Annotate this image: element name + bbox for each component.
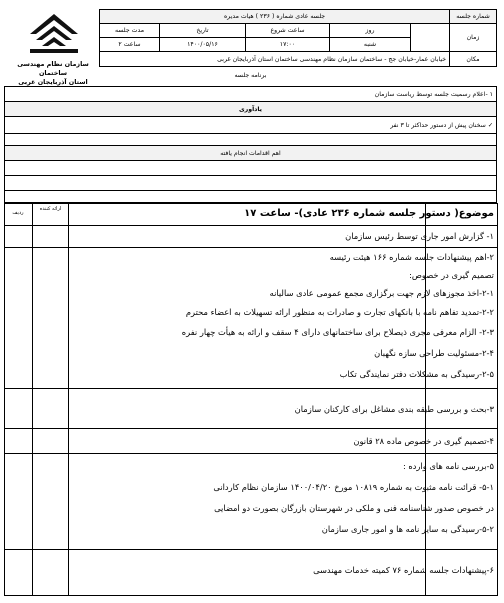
agenda-item-5-2: ۵-۲-رسیدگی به سایر نامه ها و امور جاری سازمان — [321, 524, 494, 534]
reminders-title: یادآوری — [5, 102, 497, 117]
location-label: مکان — [450, 52, 497, 67]
start-time-label: ساعت شروع — [246, 24, 330, 38]
col-row-header: ردیف — [12, 210, 24, 216]
agenda-item-4: ۴-تصمیم گیری در خصوص ماده ۲۸ قانون — [353, 436, 494, 446]
agenda-item-5: ۵-بررسی نامه های وارده : — [402, 461, 494, 471]
day-label: روز — [330, 24, 411, 38]
agenda-item-2-1: ۲-۱-اخذ مجوزهای لازم جهت برگزاری مجمع عمومی عادی سالیانه — [269, 288, 494, 298]
time-label: زمان — [450, 24, 497, 52]
meeting-title: جلسه عادی شماره ( ۲۳۶ ) هیات مدیره — [100, 10, 450, 24]
actions-title: اهم اقدامات انجام یافته — [5, 146, 497, 161]
opening-item: ۱ -اعلام رسمیت جلسه توسط ریاست سازمان — [5, 87, 497, 102]
meeting-number-label: شماره جلسه — [450, 10, 497, 24]
org-logo — [28, 12, 80, 56]
reminder-text: سخنان پیش از دستور حداکثر تا ۳ نفر — [390, 121, 486, 129]
agenda-item-2-sub-title: تصمیم گیری در خصوص: — [409, 270, 494, 280]
org-name-line2: استان آذربایجان غربی — [18, 78, 88, 86]
agenda-item-2-2: ۲-۲-تمدید تفاهم نامه با بانکهای تجارت و صادرات به منظور ارائه تسهیلات به اعضاء محترم — [185, 307, 494, 317]
logo-icon — [28, 12, 80, 56]
time-spacer — [411, 24, 450, 52]
actions-row-2 — [5, 176, 497, 191]
program-table — [4, 86, 497, 203]
col-presenter-header: ارائه کننده — [39, 206, 62, 212]
agenda-item-3: ۳-بحث و بررسی طبقه بندی مشاغل برای کارکنان سازمان — [294, 404, 494, 414]
checkmark-icon: ✓ — [487, 121, 493, 129]
agenda-item-1: ۱- گزارش امور جاری توسط رئیس سازمان — [345, 231, 494, 241]
agenda-table — [4, 203, 498, 596]
start-time-value: ۱۷:۰۰ — [246, 38, 330, 52]
blank-row — [5, 134, 497, 146]
agenda-item-2-3: ۲-۳- الزام معرفی مجری ذیصلاح برای ساختمانهای دارای ۴ سقف و ارائه به هیأت چهار نفره — [181, 327, 494, 337]
date-value: ۱۴۰۰/۰۵/۱۶ — [160, 38, 246, 52]
org-name-line1: سازمان نظام مهندسی ساختمان — [17, 60, 89, 77]
meeting-header-table — [99, 9, 497, 67]
agenda-item-2-5: ۲-۵-رسیدگی به مشکلات دفتر نمایندگی تکاب — [339, 369, 494, 379]
location-value: خیابان عمار-خیابان جج - ساختمان سازمان نظام مهندسی ساختمان استان آذربایجان غربی — [100, 52, 450, 67]
duration-label: مدت جلسه — [100, 24, 160, 38]
actions-row-1 — [5, 161, 497, 176]
date-label: تاریخ — [160, 24, 246, 38]
agenda-item-5-1-cont: در خصوص صدور شناسنامه فنی و ملکی در شهرستان بازرگان بصورت دو امضایی — [214, 503, 494, 513]
agenda-item-2: ۲-اهم پیشنهادات جلسه شماره ۱۶۶ هیئت رئیسه — [329, 252, 494, 262]
agenda-item-2-4: ۲-۴-مسئولیت طراحی سازه نگهبان — [374, 348, 494, 358]
reminder-item — [5, 117, 497, 134]
agenda-item-5-1: ۵-۱- قرائت نامه مثبوت به شماره ۱۰۸۱۹ مورخ ۱۴۰۰/۰۴/۲۰ سازمان نظام کاردانی — [213, 482, 494, 492]
program-label: برنامه جلسه — [234, 72, 267, 79]
day-value: شنبه — [330, 38, 411, 52]
agenda-item-6: ۶-پیشنهادات جلسه شماره ۷۶ کمیته خدمات مهندسی — [313, 565, 494, 575]
agenda-title: موضوع( دستور جلسه شماره ۲۳۶ عادی)- ساعت ۱۷ — [244, 208, 494, 219]
actions-row-3 — [5, 191, 497, 203]
duration-value: ۲ ساعت — [100, 38, 160, 52]
